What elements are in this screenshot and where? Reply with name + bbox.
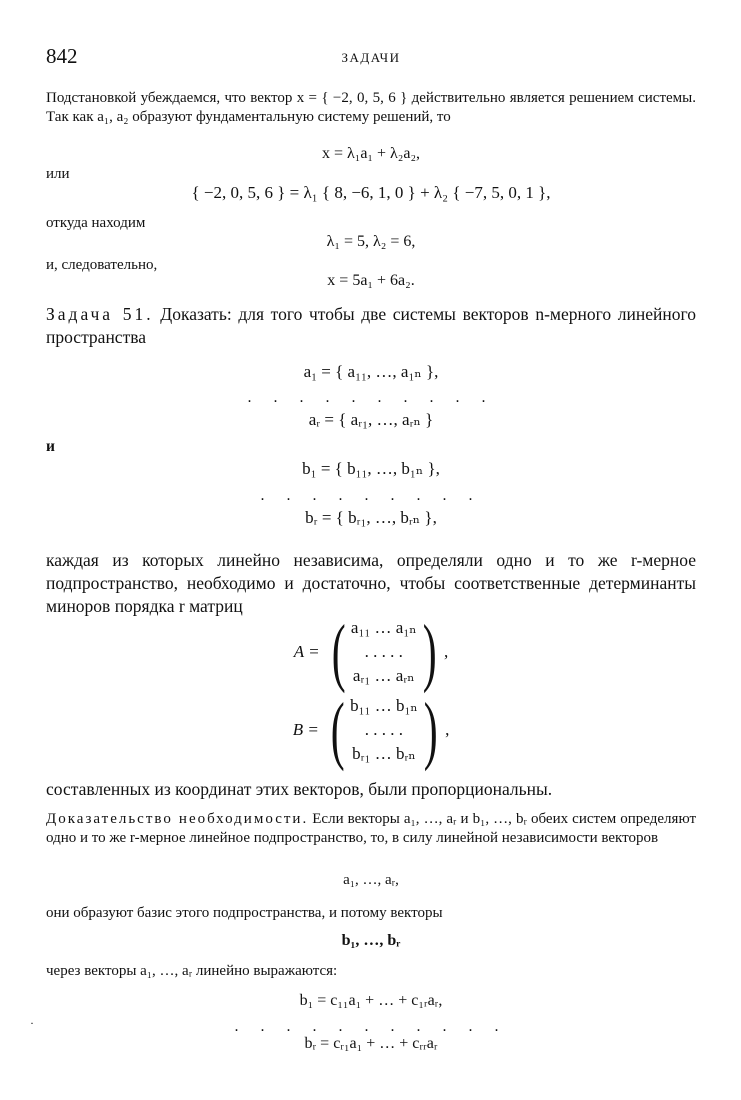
proportionality-sentence: составленных из координат этих векторов, были пропорциональны. bbox=[46, 779, 553, 799]
margin-mark: · bbox=[30, 1016, 34, 1030]
matrix-b-body bbox=[350, 694, 418, 766]
matrix-a-row-2: . . . . . bbox=[364, 642, 403, 661]
dots-row-a: . . . . . . . . . . bbox=[247, 389, 495, 406]
matrix-a-row-3: aᵣ₁ … aᵣₙ bbox=[352, 666, 415, 685]
page-number: 842 bbox=[46, 44, 78, 68]
matrix-a-label: A = bbox=[293, 642, 320, 661]
word-or: или bbox=[46, 166, 70, 182]
proof-label: Доказательство необходимости. bbox=[46, 811, 309, 827]
matrix-a-row-1: a₁₁ … a₁ₙ bbox=[350, 618, 417, 637]
proof-paragraph bbox=[46, 810, 696, 848]
problem-label: Задача 51. bbox=[46, 304, 154, 324]
running-title: ЗАДАЧИ bbox=[341, 50, 401, 65]
proof-text: Если векторы a₁, …, aᵣ и b₁, …, bᵣ обеих систем определяют одно и то же r-мерное линейное подпространство, то, в силу линейной независимости векторов bbox=[46, 811, 697, 846]
matrix-a-body bbox=[351, 616, 417, 688]
linear-expression-last: bᵣ = cᵣ₁a₁ + … + cᵣᵣaᵣ bbox=[304, 1035, 438, 1052]
equation-coordinates: { −2, 0, 5, 6 } = λ₁ { 8, −6, 1, 0 } + λ₂ { −7, 5, 0, 1 }, bbox=[191, 183, 551, 202]
vector-a-first: a₁ = { a₁₁, …, a₁ₙ }, bbox=[303, 362, 439, 381]
equation-a-vectors: a₁, …, aᵣ, bbox=[343, 872, 399, 888]
page-header bbox=[46, 44, 696, 70]
basis-sentence: они образуют базис этого подпространства, и потому векторы bbox=[46, 905, 443, 921]
equation-lambdas: λ₁ = 5, λ₂ = 6, bbox=[326, 233, 416, 250]
word-and: и bbox=[46, 438, 55, 455]
problem-statement bbox=[46, 303, 696, 349]
book-page bbox=[46, 0, 696, 1100]
matrix-b-row-1: b₁₁ … b₁ₙ bbox=[350, 696, 418, 715]
matrix-b-label: B = bbox=[292, 720, 319, 739]
linear-expression-first: b₁ = c₁₁a₁ + … + c₁ᵣaᵣ, bbox=[299, 992, 443, 1009]
text-whence: откуда находим bbox=[46, 215, 146, 231]
problem-text: Доказать: для того чтобы две системы векторов n-мерного линейного пространства bbox=[46, 304, 696, 347]
matrix-b: B = ( b₁₁ … b₁ₙ . . . . . bᵣ₁ … bᵣₙ ) , bbox=[292, 688, 450, 772]
vector-b-first: b₁ = { b₁₁, …, b₁ₙ }, bbox=[302, 459, 440, 478]
vector-a-last: aᵣ = { aᵣ₁, …, aᵣₙ } bbox=[308, 410, 434, 429]
matrix-a: A = ( a₁₁ … a₁ₙ . . . . . aᵣ₁ … aᵣₙ ) , bbox=[293, 610, 449, 694]
text-hence: и, следовательно, bbox=[46, 257, 158, 273]
linear-expression-intro: через векторы a₁, …, aᵣ линейно выражаются: bbox=[46, 963, 338, 979]
dots-row-b: . . . . . . . . . bbox=[260, 487, 482, 504]
matrix-b-row-2: . . . . . bbox=[364, 720, 404, 739]
dots-row-c: . . . . . . . . . . . bbox=[234, 1018, 508, 1035]
condition-paragraph: каждая из которых линейно независима, определяли одно и то же r-мерное подпространство, необходимо и достаточно, чтобы соответственные детерминанты миноров порядка r матриц bbox=[46, 550, 696, 616]
equation-b-vectors: b₁, …, bᵣ bbox=[341, 932, 401, 949]
equation-x-result: x = 5a₁ + 6a₂. bbox=[327, 272, 415, 289]
equation-x-combination: x = λ₁a₁ + λ₂a₂, bbox=[321, 145, 421, 162]
vector-b-last: bᵣ = { bᵣ₁, …, bᵣₙ }, bbox=[305, 508, 437, 527]
intro-paragraph: Подстановкой убеждаемся, что вектор x = { −2, 0, 5, 6 } действительно является решением системы. Так как a₁, a₂ образуют фундаментальную систему решений, то bbox=[46, 90, 696, 125]
matrix-b-row-3: bᵣ₁ … bᵣₙ bbox=[352, 744, 416, 763]
